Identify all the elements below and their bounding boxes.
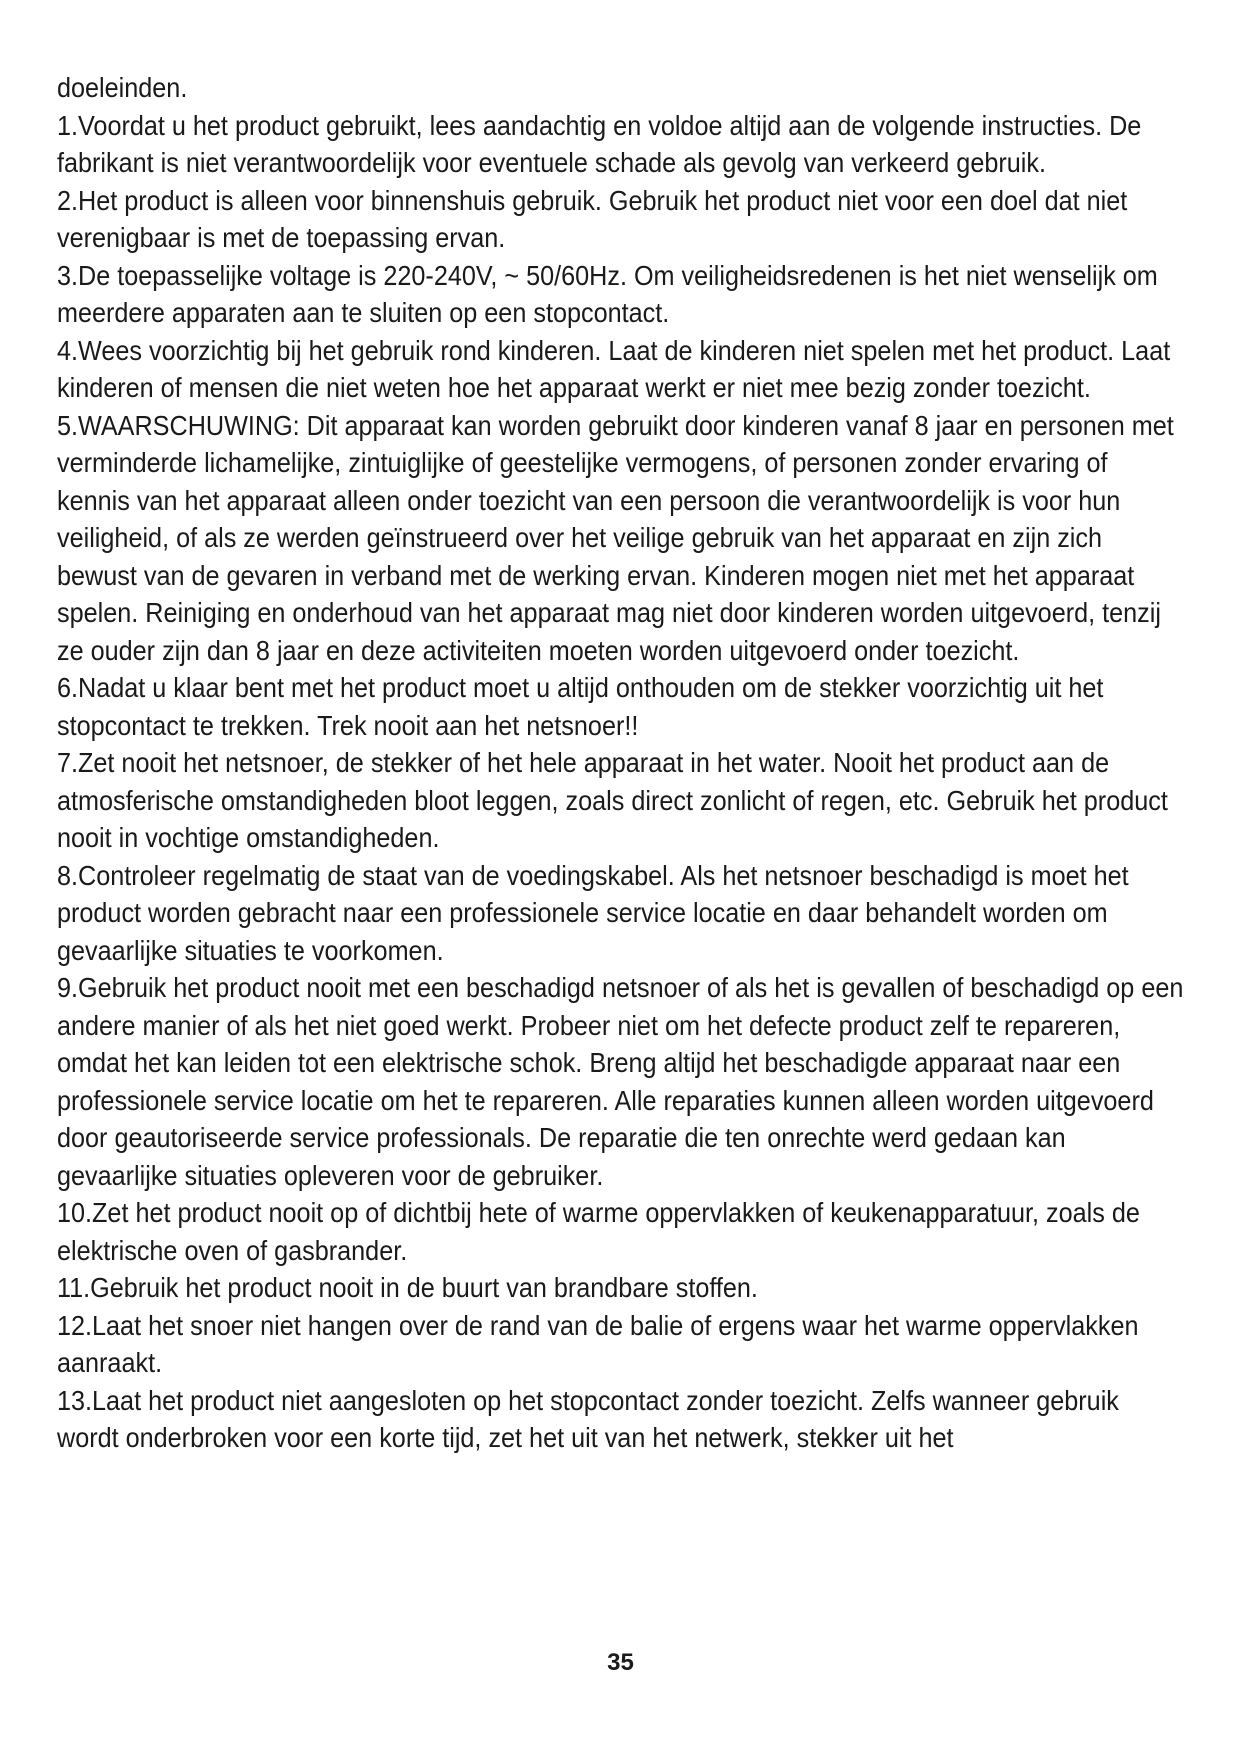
instruction-4: 4.Wees voorzichtig bij het gebruik rond kinderen. Laat de kinderen niet spelen met het product. Laat kinderen of mensen die niet weten hoe het apparaat werkt er niet mee bezig zonder toezicht. bbox=[57, 334, 1171, 403]
instruction-1: 1.Voordat u het product gebruikt, lees aandachtig en voldoe altijd aan de volgende instructies. De fabrikant is niet verantwoordelijk voor eventuele schade als gevolg van verkeerd gebruik. bbox=[57, 109, 1142, 178]
instruction-12: 12.Laat het snoer niet hangen over de rand van de balie of ergens waar het warme oppervlakken aanraakt. bbox=[57, 1309, 1139, 1378]
document-body bbox=[57, 69, 1185, 1457]
instruction-11: 11.Gebruik het product nooit in de buurt van brandbare stoffen. bbox=[57, 1272, 758, 1303]
paragraph-intro: doeleinden. bbox=[57, 72, 188, 103]
instruction-2: 2.Het product is alleen voor binnenshuis gebruik. Gebruik het product niet voor een doel dat niet verenigbaar is met de toepassing ervan. bbox=[57, 184, 1128, 253]
instruction-7: 7.Zet nooit het netsnoer, de stekker of het hele apparaat in het water. Nooit het product aan de atmosferische omstandigheden bloot leggen, zoals direct zonlicht of regen, etc. Gebruik het product nooit in vochtige omstandigheden. bbox=[57, 747, 1168, 853]
instruction-9: 9.Gebruik het product nooit met een beschadigd netsnoer of als het is gevallen of beschadigd op een andere manier of als het niet goed werkt. Probeer niet om het defecte product zelf te repareren, omdat het kan leiden tot een elektrische schok. Breng altijd het beschadigde apparaat naar een professionele service locatie om het te repareren. Alle reparaties kunnen alleen worden uitgevoerd door geautoriseerde service professionals. De reparatie die ten onrechte werd gedaan kan gevaarlijke situaties opleveren voor de gebruiker. bbox=[57, 972, 1184, 1191]
page-number: 35 bbox=[607, 1649, 634, 1676]
instruction-6: 6.Nadat u klaar bent met het product moet u altijd onthouden om de stekker voorzichtig uit het stopcontact te trekken. Trek nooit aan het netsnoer!! bbox=[57, 672, 1104, 741]
instruction-3: 3.De toepasselijke voltage is 220-240V, ~ 50/60Hz. Om veiligheidsredenen is het niet wenselijk om meerdere apparaten aan te sluiten op een stopcontact. bbox=[57, 259, 1158, 328]
instruction-8: 8.Controleer regelmatig de staat van de voedingskabel. Als het netsnoer beschadigd is moet het product worden gebracht naar een professionele service locatie en daar behandelt worden om gevaarlijke situaties te voorkomen. bbox=[57, 859, 1129, 966]
instruction-13: 13.Laat het product niet aangesloten op het stopcontact zonder toezicht. Zelfs wanneer gebruik wordt onderbroken voor een korte tijd, zet het uit van het netwerk, stekker uit het bbox=[57, 1384, 1119, 1453]
instruction-5-warning: 5.WAARSCHUWING: Dit apparaat kan worden gebruikt door kinderen vanaf 8 jaar en personen met verminderde lichamelijke, zintuiglijke of geestelijke vermogens, of personen zonder ervaring of kennis van het apparaat alleen onder toezicht van een persoon die verantwoordelijk is voor hun veiligheid, of als ze werden geïnstrueerd over het veilige gebruik van het apparaat en zijn zich bewust van de gevaren in verband met de werking ervan. Kinderen mogen niet met het apparaat spelen. Reiniging en onderhoud van het apparaat mag niet door kinderen worden uitgevoerd, tenzij ze ouder zijn dan 8 jaar en deze activiteiten moeten worden uitgevoerd onder toezicht. bbox=[57, 409, 1174, 666]
instruction-10: 10.Zet het product nooit op of dichtbij hete of warme oppervlakken of keukenapparatuur, zoals de elektrische oven of gasbrander. bbox=[57, 1197, 1140, 1266]
